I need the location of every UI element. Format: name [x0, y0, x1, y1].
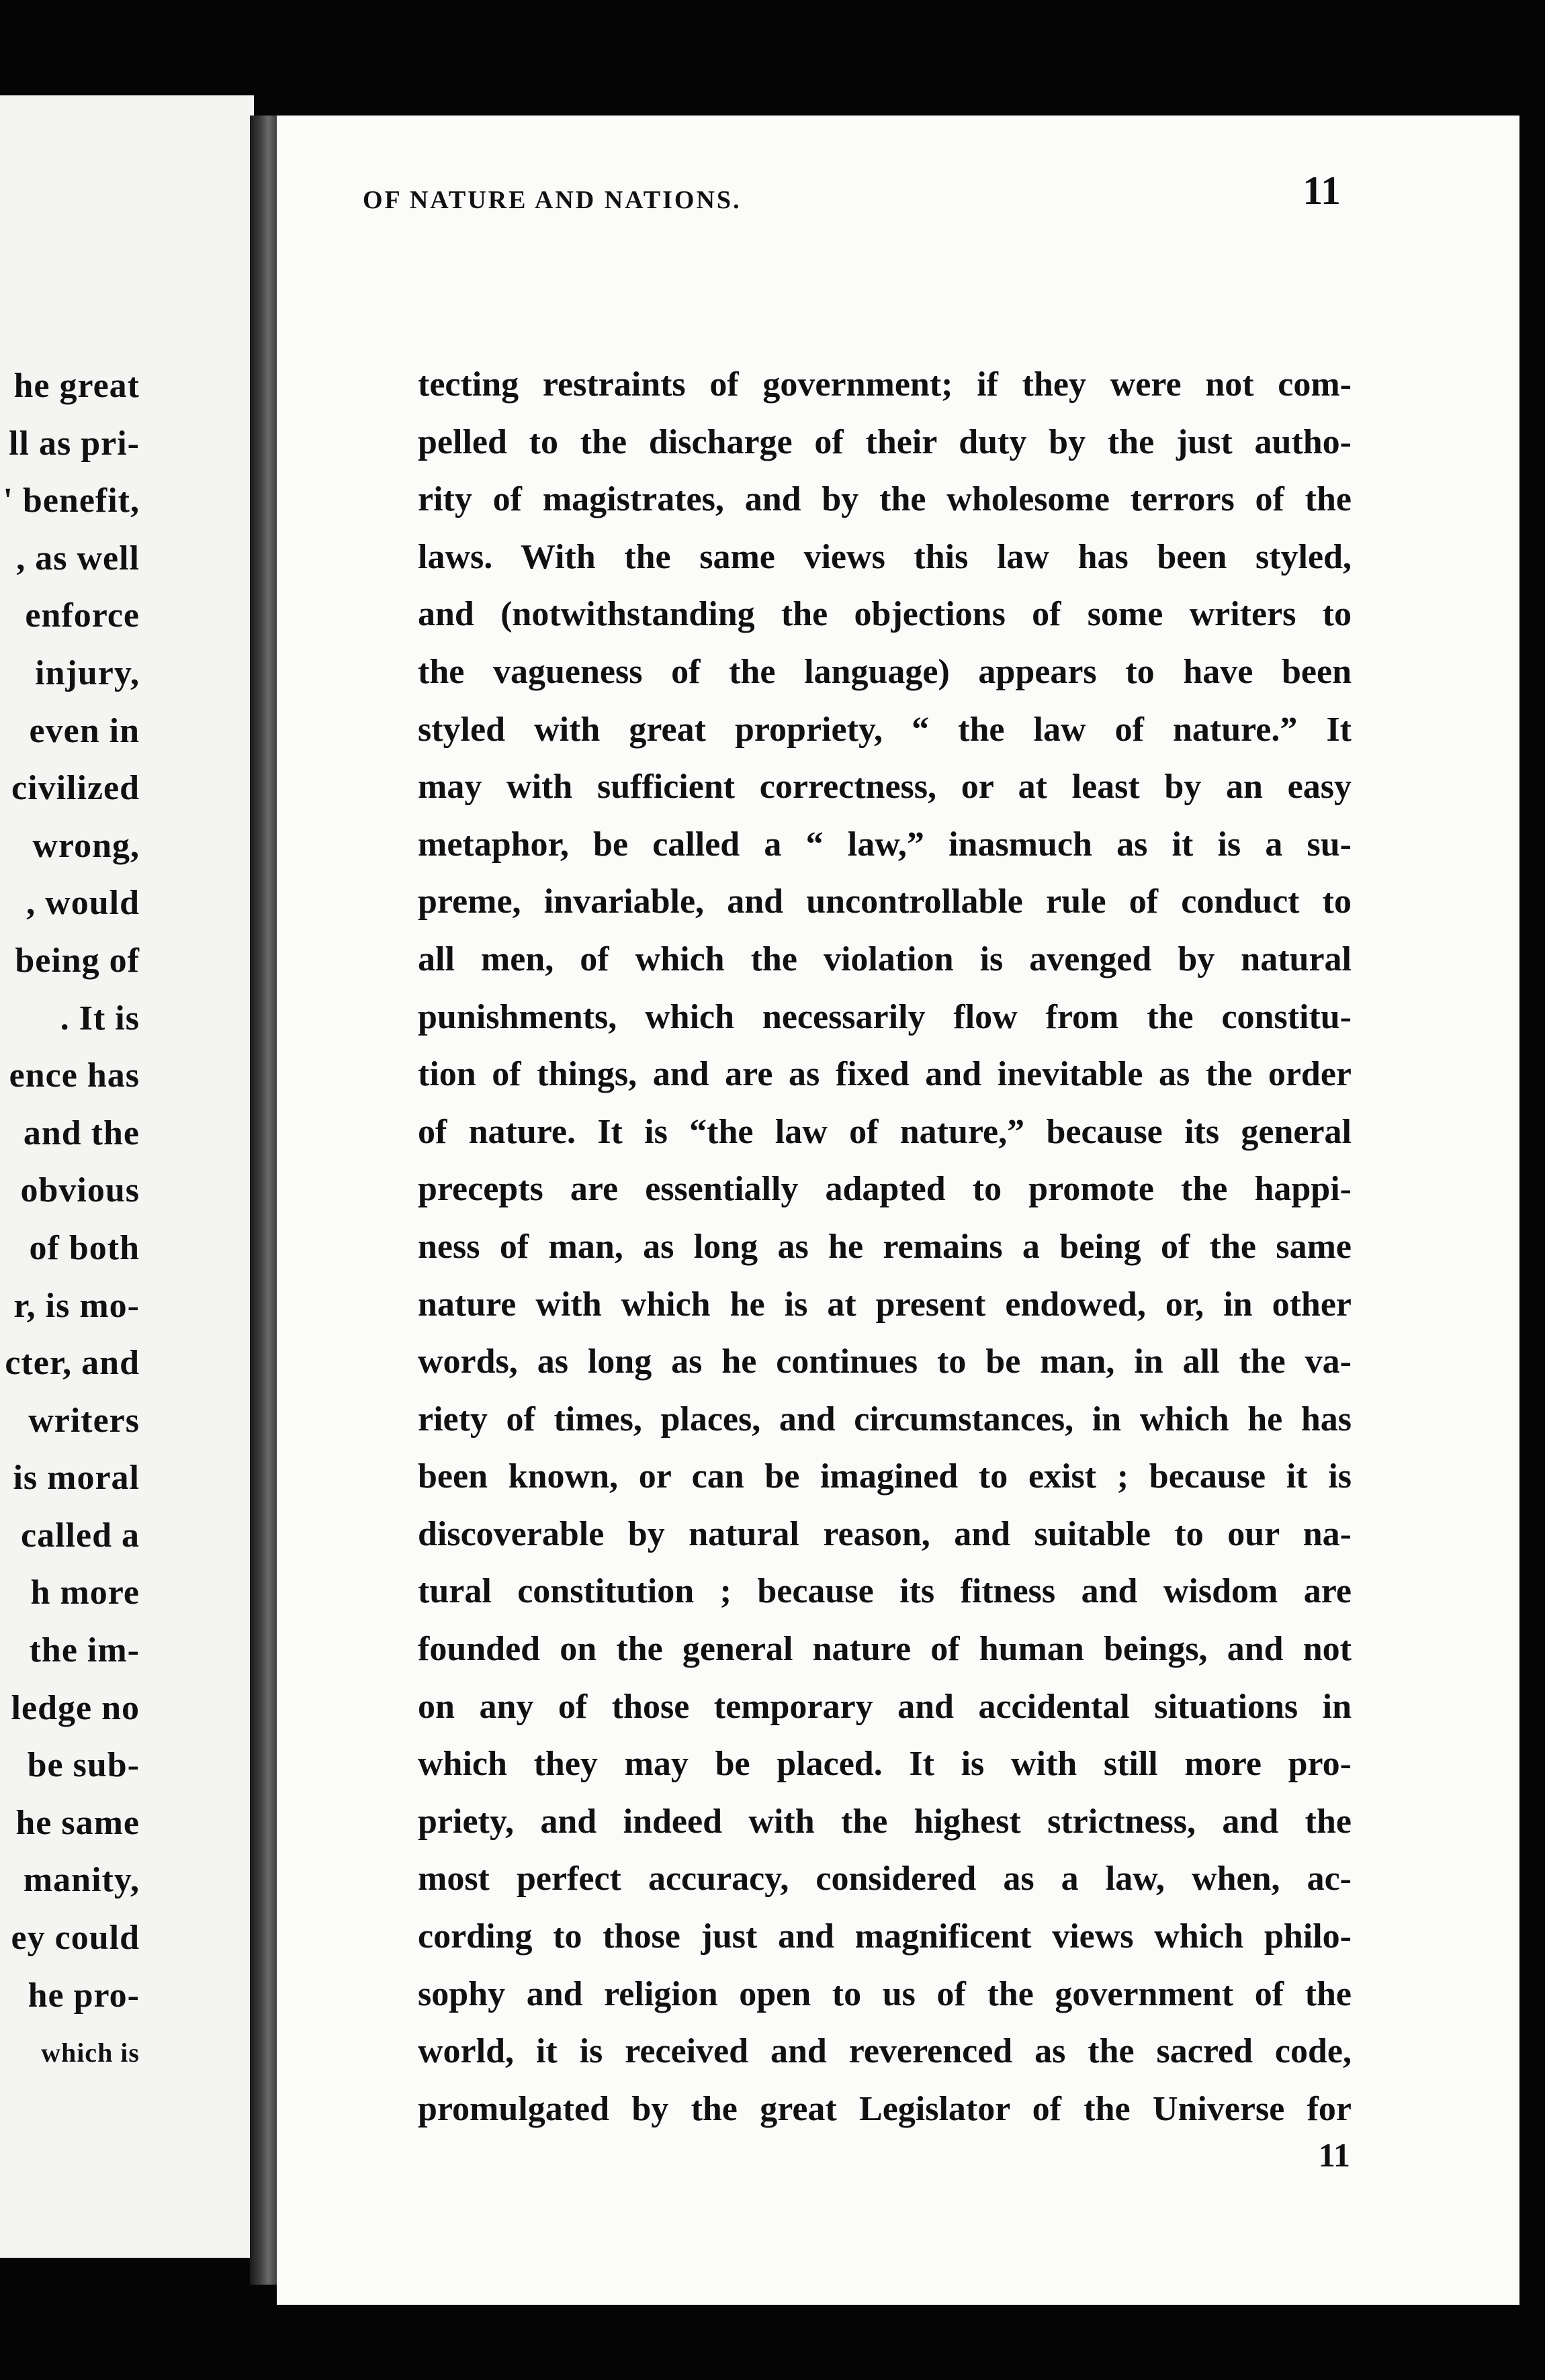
text-line: founded on the general nature of human beings, and not — [418, 1630, 1352, 1669]
left-page-line: which is — [41, 2038, 140, 2068]
text-line: preme, invariable, and uncontrollable rule of conduct to — [418, 882, 1352, 921]
text-line: styled with great propriety, “ the law of nature.” It — [418, 710, 1352, 749]
left-page-line: and the — [23, 1113, 140, 1152]
page-number: 11 — [1303, 169, 1341, 213]
text-line: the vagueness of the language) appears to have been — [418, 652, 1352, 691]
left-page-line: even in — [29, 711, 140, 750]
text-line: tion of things, and are as fixed and inevitable as the order — [418, 1055, 1352, 1094]
text-line: rity of magistrates, and by the wholesome terrors of the — [418, 480, 1352, 519]
left-page-line: ence has — [9, 1056, 140, 1095]
left-page-line: he same — [15, 1803, 140, 1842]
body-text — [418, 356, 1352, 2138]
text-line: promulgated by the great Legislator of the Universe for — [418, 2089, 1352, 2128]
left-page-line: enforce — [25, 596, 140, 635]
text-line: and (notwithstanding the objections of some writers to — [418, 595, 1352, 634]
text-line: sophy and religion open to us of the government of the — [418, 1974, 1352, 2013]
text-line: world, it is received and reverenced as the sacred code, — [418, 2032, 1352, 2071]
text-line: nature with which he is at present endowed, or, in other — [418, 1285, 1352, 1324]
left-page-line: cter, and — [5, 1344, 140, 1383]
left-page-line: be sub- — [27, 1746, 140, 1785]
left-page-line: is moral — [13, 1459, 140, 1498]
left-page-line: injury, — [35, 653, 140, 692]
text-line: tural constitution ; because its fitness and wisdom are — [418, 1572, 1352, 1611]
text-line: on any of those temporary and accidental situations in — [418, 1687, 1352, 1726]
left-page-line: wrong, — [32, 826, 140, 865]
running-head-title: OF NATURE AND NATIONS. — [363, 186, 742, 214]
text-line: of nature. It is “the law of nature,” because its general — [418, 1112, 1352, 1151]
left-page-line: . It is — [60, 999, 140, 1038]
text-line: discoverable by natural reason, and suitable to our na- — [418, 1514, 1352, 1553]
left-page-line: of both — [29, 1228, 140, 1267]
text-line: words, as long as he continues to be man, in all the va- — [418, 1342, 1352, 1381]
left-page-line: ' benefit, — [3, 482, 140, 520]
left-page-line: ey could — [11, 1919, 140, 1958]
text-line: which they may be placed. It is with still more pro- — [418, 1745, 1352, 1784]
text-line: all men, of which the violation is avenged by natural — [418, 940, 1352, 978]
left-page-line: the im- — [29, 1631, 140, 1670]
text-line: priety, and indeed with the highest strictness, and the — [418, 1802, 1352, 1841]
left-page-line: he pro- — [28, 1976, 140, 2015]
left-page-line: h more — [30, 1573, 140, 1612]
text-line: cording to those just and magnificent views which philo- — [418, 1917, 1352, 1956]
left-page-line: being of — [15, 941, 140, 980]
left-page-line: he great — [13, 367, 140, 405]
left-page-line: manity, — [23, 1861, 140, 1900]
text-line: been known, or can be imagined to exist ; because it is — [418, 1457, 1352, 1496]
text-line: most perfect accuracy, considered as a law, when, ac- — [418, 1860, 1352, 1898]
left-page-line: , as well — [16, 539, 140, 578]
running-head — [363, 168, 1357, 228]
left-page-line: r, is mo- — [13, 1286, 140, 1325]
signature-mark: 11 — [1318, 2136, 1350, 2174]
left-page-line: called a — [21, 1516, 140, 1555]
left-page-line: , would — [26, 884, 140, 923]
left-page-line: obvious — [20, 1171, 140, 1210]
left-page-line: writers — [28, 1401, 140, 1440]
text-line: laws. With the same views this law has been styled, — [418, 537, 1352, 576]
text-line: metaphor, be called a “ law,” inasmuch as it is a su- — [418, 825, 1352, 864]
text-line: may with sufficient correctness, or at least by an easy — [418, 768, 1352, 807]
left-page-text — [0, 357, 140, 2082]
text-line: punishments, which necessarily flow from the constitu- — [418, 997, 1352, 1036]
text-line: riety of times, places, and circumstances, in which he has — [418, 1400, 1352, 1438]
left-page-line: ledge no — [11, 1688, 140, 1727]
left-page-line: civilized — [11, 769, 140, 808]
left-page-line: ll as pri- — [9, 424, 140, 463]
left-facing-page — [0, 95, 254, 2258]
text-line: pelled to the discharge of their duty by the just autho- — [418, 422, 1352, 461]
text-line: ness of man, as long as he remains a being of the same — [418, 1227, 1352, 1266]
text-line: precepts are essentially adapted to promote the happi- — [418, 1170, 1352, 1209]
text-line: tecting restraints of government; if they were not com- — [418, 365, 1352, 404]
